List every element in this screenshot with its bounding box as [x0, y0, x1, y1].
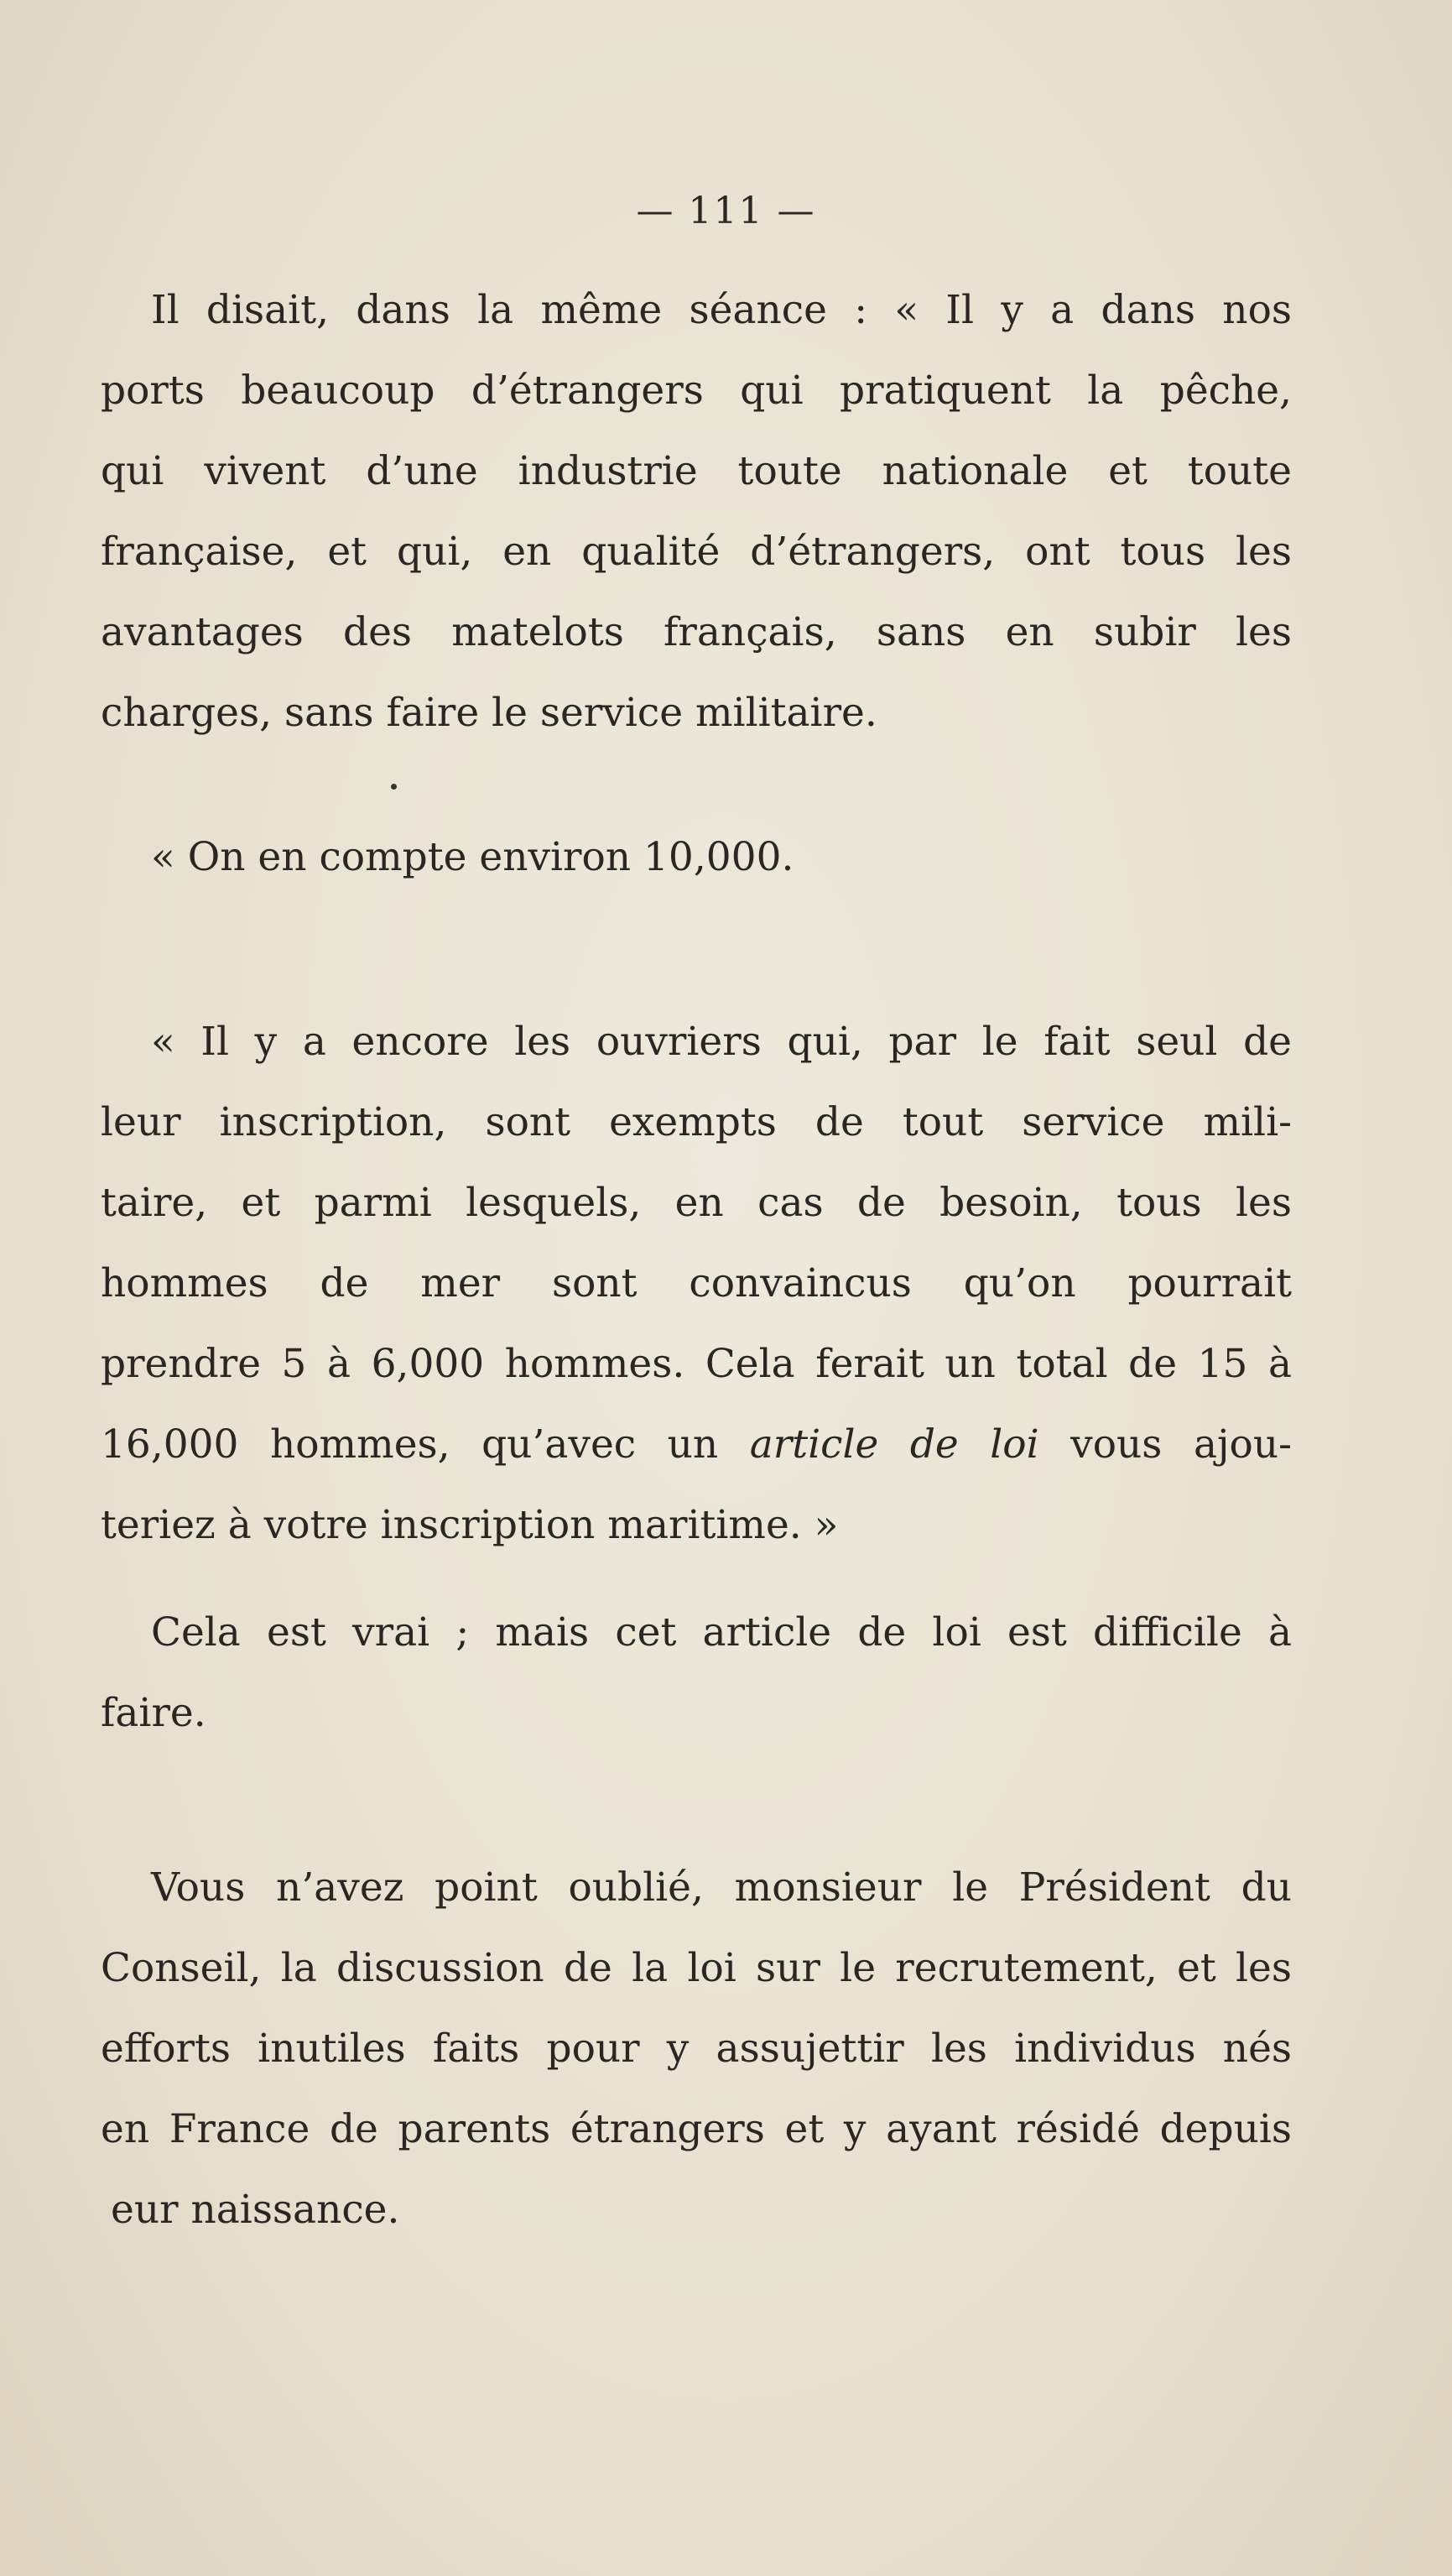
text-segment: vous ajou- [1038, 1421, 1292, 1468]
text-line: eur naissance. [111, 2187, 400, 2233]
text-line: française, et qui, en qualité d’étrangers, ont tous les [101, 529, 1292, 575]
text-line-with-italic [101, 1405, 1292, 1485]
text-line: hommes de mer sont convaincus qu’on pourrait [101, 1260, 1292, 1306]
paragraph-2 [101, 817, 1292, 898]
text-line: charges, sans faire le service militaire. [101, 690, 877, 736]
text-line: avantages des matelots français, sans en subir les [101, 609, 1292, 655]
paragraph-4 [101, 1593, 1292, 1754]
text-line: Vous n’avez point oublié, monsieur le Président du [151, 1864, 1292, 1911]
text-line: Cela est vrai ; mais cet article de loi est difficile à [151, 1609, 1292, 1656]
paragraph-5 [101, 1848, 1292, 2250]
italic-phrase: article de loi [749, 1421, 1039, 1468]
text-line: « On en compte environ 10,000. [151, 834, 794, 880]
page-number: — 111 — [636, 190, 816, 232]
paragraph-1 [101, 270, 1292, 754]
text-line: taire, et parmi lesquels, en cas de besoin, tous les [101, 1180, 1292, 1226]
text-line: « Il y a encore les ouvriers qui, par le fait seul de [151, 1019, 1292, 1065]
text-line: leur inscription, sont exempts de tout service mili- [101, 1099, 1292, 1145]
text-line: en France de parents étrangers et y ayant résidé depuis [101, 2106, 1292, 2152]
ink-speck [391, 784, 397, 790]
text-line: efforts inutiles faits pour y assujettir les individus nés [101, 2026, 1292, 2072]
text-line: ports beaucoup d’étrangers qui pratiquent la pêche, [101, 368, 1292, 414]
text-line: Il disait, dans la même séance : « Il y a dans nos [151, 287, 1292, 333]
text-line: faire. [101, 1690, 206, 1736]
text-line: teriez à votre inscription maritime. » [101, 1502, 839, 1548]
text-line: prendre 5 à 6,000 hommes. Cela ferait un total de 15 à [101, 1341, 1292, 1387]
text-segment: 16,000 hommes, qu’avec un [101, 1421, 750, 1468]
text-line: qui vivent d’une industrie toute nationale et toute [101, 448, 1292, 494]
text-line: Conseil, la discussion de la loi sur le recrutement, et les [101, 1945, 1292, 1991]
paragraph-3 [101, 1002, 1292, 1566]
